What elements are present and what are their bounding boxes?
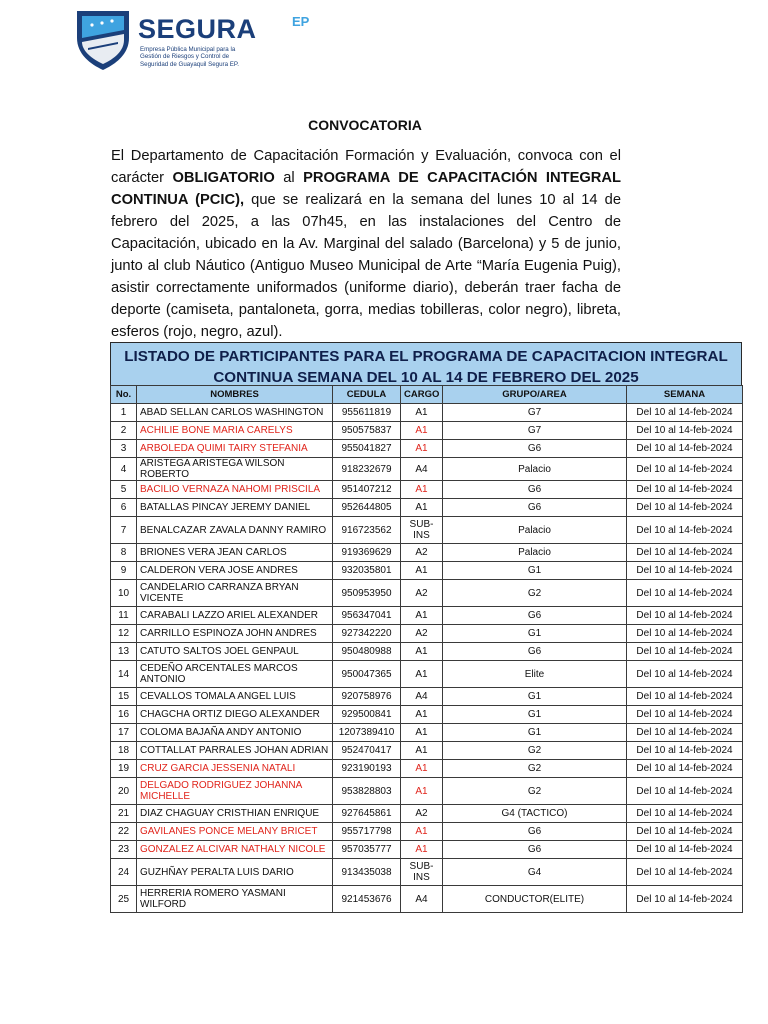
logo-subtitle-line: Seguridad de Guayaquil Segura EP. bbox=[140, 60, 239, 68]
participant-cargo: A1 bbox=[401, 778, 443, 805]
participant-name: ABAD SELLAN CARLOS WASHINGTON bbox=[137, 404, 333, 422]
row-number: 7 bbox=[111, 517, 137, 544]
table-row bbox=[111, 823, 743, 841]
participant-cargo: SUB-INS bbox=[401, 517, 443, 544]
shield-logo-icon bbox=[74, 8, 132, 72]
table-row bbox=[111, 706, 743, 724]
participant-name: ARBOLEDA QUIMI TAIRY STEFANIA bbox=[137, 440, 333, 458]
table-row bbox=[111, 661, 743, 688]
table-row bbox=[111, 544, 743, 562]
participant-semana: Del 10 al 14-feb-2024 bbox=[627, 404, 743, 422]
para-text-3: que se realizará en la semana del lunes 10 al 14 de febrero del 2025, a las 07h45, en las instalaciones del Centro de Capacitación, ubicado en la Av. Marginal del salado (Barcelona) y 5 de junio, junto al club Náutico (Antiguo Museo Municipal de Arte “María Eugenia Puig), asistir correctamente uniformados (uniforme diario), deberán traer facha de deporte (camiseta, pantaloneta, gorra, medias tobilleras, color negro), libreta, esferos (rojo, negro, azul). bbox=[111, 192, 621, 340]
participant-grupo: G6 bbox=[443, 440, 627, 458]
participant-cargo: A1 bbox=[401, 404, 443, 422]
table-title-line-1: LISTADO DE PARTICIPANTES PARA EL PROGRAMA DE CAPACITACION INTEGRAL bbox=[124, 348, 728, 365]
table-row bbox=[111, 607, 743, 625]
participant-cargo: A1 bbox=[401, 661, 443, 688]
row-number: 13 bbox=[111, 643, 137, 661]
participant-grupo: G1 bbox=[443, 706, 627, 724]
participant-cedula: 919369629 bbox=[333, 544, 401, 562]
participant-semana: Del 10 al 14-feb-2024 bbox=[627, 562, 743, 580]
participant-grupo: Palacio bbox=[443, 544, 627, 562]
participant-cargo: A1 bbox=[401, 499, 443, 517]
column-header-no: No. bbox=[111, 386, 137, 404]
para-text-1: El Departamento de Capacitación Formación y Evaluación, convoca con el carácter bbox=[111, 148, 621, 186]
participant-grupo: G1 bbox=[443, 625, 627, 643]
para-text-2: al bbox=[274, 170, 304, 186]
participant-name: HERRERIA ROMERO YASMANI WILFORD bbox=[137, 886, 333, 913]
participant-name: CHAGCHA ORTIZ DIEGO ALEXANDER bbox=[137, 706, 333, 724]
participant-name: BATALLAS PINCAY JEREMY DANIEL bbox=[137, 499, 333, 517]
participant-name: DELGADO RODRIGUEZ JOHANNA MICHELLE bbox=[137, 778, 333, 805]
participant-grupo: G6 bbox=[443, 499, 627, 517]
participant-cargo: A1 bbox=[401, 841, 443, 859]
table-row bbox=[111, 517, 743, 544]
participant-grupo: G6 bbox=[443, 823, 627, 841]
participant-cargo: A1 bbox=[401, 481, 443, 499]
row-number: 1 bbox=[111, 404, 137, 422]
announcement-paragraph bbox=[111, 145, 621, 343]
participant-semana: Del 10 al 14-feb-2024 bbox=[627, 760, 743, 778]
participant-grupo: G7 bbox=[443, 404, 627, 422]
row-number: 24 bbox=[111, 859, 137, 886]
participant-name: GUZHÑAY PERALTA LUIS DARIO bbox=[137, 859, 333, 886]
participant-cedula: 921453676 bbox=[333, 886, 401, 913]
participant-name: BENALCAZAR ZAVALA DANNY RAMIRO bbox=[137, 517, 333, 544]
logo-brand-suffix: EP bbox=[292, 14, 310, 29]
row-number: 8 bbox=[111, 544, 137, 562]
table-row bbox=[111, 458, 743, 481]
participant-cargo: A4 bbox=[401, 886, 443, 913]
participant-grupo: G2 bbox=[443, 778, 627, 805]
participant-cedula: 956347041 bbox=[333, 607, 401, 625]
participant-name: CRUZ GARCIA JESSENIA NATALI bbox=[137, 760, 333, 778]
participant-cedula: 913435038 bbox=[333, 859, 401, 886]
participant-cedula: 952470417 bbox=[333, 742, 401, 760]
participant-name: BRIONES VERA JEAN CARLOS bbox=[137, 544, 333, 562]
participant-cedula: 927645861 bbox=[333, 805, 401, 823]
participant-semana: Del 10 al 14-feb-2024 bbox=[627, 823, 743, 841]
participant-name: CATUTO SALTOS JOEL GENPAUL bbox=[137, 643, 333, 661]
participant-cargo: A1 bbox=[401, 643, 443, 661]
participant-cargo: A2 bbox=[401, 580, 443, 607]
row-number: 21 bbox=[111, 805, 137, 823]
participant-grupo: G6 bbox=[443, 841, 627, 859]
participant-semana: Del 10 al 14-feb-2024 bbox=[627, 886, 743, 913]
table-row bbox=[111, 859, 743, 886]
row-number: 12 bbox=[111, 625, 137, 643]
participant-cargo: A1 bbox=[401, 823, 443, 841]
participant-semana: Del 10 al 14-feb-2024 bbox=[627, 706, 743, 724]
row-number: 20 bbox=[111, 778, 137, 805]
participant-semana: Del 10 al 14-feb-2024 bbox=[627, 625, 743, 643]
column-header-semana: SEMANA bbox=[627, 386, 743, 404]
participant-name: COTTALLAT PARRALES JOHAN ADRIAN bbox=[137, 742, 333, 760]
participant-semana: Del 10 al 14-feb-2024 bbox=[627, 440, 743, 458]
participants-table bbox=[110, 385, 743, 913]
logo-brand-text: SEGURA bbox=[138, 14, 257, 44]
logo-subtitle-line: Empresa Pública Municipal para la bbox=[140, 46, 236, 53]
table-row bbox=[111, 580, 743, 607]
row-number: 2 bbox=[111, 422, 137, 440]
participant-cedula: 953828803 bbox=[333, 778, 401, 805]
participant-semana: Del 10 al 14-feb-2024 bbox=[627, 841, 743, 859]
participant-cedula: 950575837 bbox=[333, 422, 401, 440]
participant-name: BACILIO VERNAZA NAHOMI PRISCILA bbox=[137, 481, 333, 499]
participant-name: GAVILANES PONCE MELANY BRICET bbox=[137, 823, 333, 841]
participant-cargo: A1 bbox=[401, 440, 443, 458]
participant-cedula: 918232679 bbox=[333, 458, 401, 481]
participant-cargo: A1 bbox=[401, 724, 443, 742]
participant-grupo: G4 bbox=[443, 859, 627, 886]
participant-cedula: 951407212 bbox=[333, 481, 401, 499]
participant-semana: Del 10 al 14-feb-2024 bbox=[627, 688, 743, 706]
participant-semana: Del 10 al 14-feb-2024 bbox=[627, 422, 743, 440]
table-row bbox=[111, 481, 743, 499]
segura-ep-logo bbox=[74, 8, 310, 74]
participant-semana: Del 10 al 14-feb-2024 bbox=[627, 805, 743, 823]
participant-cedula: 955611819 bbox=[333, 404, 401, 422]
row-number: 4 bbox=[111, 458, 137, 481]
row-number: 5 bbox=[111, 481, 137, 499]
participant-semana: Del 10 al 14-feb-2024 bbox=[627, 517, 743, 544]
participant-grupo: G1 bbox=[443, 724, 627, 742]
row-number: 6 bbox=[111, 499, 137, 517]
participant-semana: Del 10 al 14-feb-2024 bbox=[627, 458, 743, 481]
table-row bbox=[111, 688, 743, 706]
participant-grupo: Elite bbox=[443, 661, 627, 688]
participant-cargo: A1 bbox=[401, 742, 443, 760]
participant-semana: Del 10 al 14-feb-2024 bbox=[627, 859, 743, 886]
row-number: 16 bbox=[111, 706, 137, 724]
participant-cargo: A1 bbox=[401, 607, 443, 625]
table-row bbox=[111, 499, 743, 517]
table-row bbox=[111, 886, 743, 913]
row-number: 9 bbox=[111, 562, 137, 580]
row-number: 14 bbox=[111, 661, 137, 688]
table-row bbox=[111, 724, 743, 742]
participant-cedula: 1207389410 bbox=[333, 724, 401, 742]
participant-cargo: A2 bbox=[401, 544, 443, 562]
participant-cedula: 916723562 bbox=[333, 517, 401, 544]
participant-cargo: A4 bbox=[401, 458, 443, 481]
participant-grupo: G6 bbox=[443, 643, 627, 661]
document-heading: CONVOCATORIA bbox=[308, 117, 422, 133]
participant-grupo: G6 bbox=[443, 607, 627, 625]
participant-semana: Del 10 al 14-feb-2024 bbox=[627, 724, 743, 742]
table-body bbox=[111, 404, 743, 913]
participant-cargo: A2 bbox=[401, 625, 443, 643]
column-header-cargo: CARGO bbox=[401, 386, 443, 404]
participant-name: CARRILLO ESPINOZA JOHN ANDRES bbox=[137, 625, 333, 643]
participant-cedula: 927342220 bbox=[333, 625, 401, 643]
participant-cedula: 950953950 bbox=[333, 580, 401, 607]
participant-grupo: Palacio bbox=[443, 517, 627, 544]
table-row bbox=[111, 778, 743, 805]
participant-semana: Del 10 al 14-feb-2024 bbox=[627, 778, 743, 805]
participant-grupo: Palacio bbox=[443, 458, 627, 481]
table-header-row bbox=[111, 386, 743, 404]
table-row bbox=[111, 440, 743, 458]
participant-name: CALDERON VERA JOSE ANDRES bbox=[137, 562, 333, 580]
participant-grupo: G1 bbox=[443, 562, 627, 580]
participant-cargo: A1 bbox=[401, 562, 443, 580]
participant-grupo: G2 bbox=[443, 742, 627, 760]
table-title bbox=[110, 342, 742, 385]
participant-grupo: G6 bbox=[443, 481, 627, 499]
participant-cargo: A4 bbox=[401, 688, 443, 706]
participant-semana: Del 10 al 14-feb-2024 bbox=[627, 661, 743, 688]
participant-cedula: 955041827 bbox=[333, 440, 401, 458]
participant-grupo: G1 bbox=[443, 688, 627, 706]
participant-grupo: G2 bbox=[443, 580, 627, 607]
participant-semana: Del 10 al 14-feb-2024 bbox=[627, 499, 743, 517]
row-number: 25 bbox=[111, 886, 137, 913]
row-number: 15 bbox=[111, 688, 137, 706]
participant-cedula: 929500841 bbox=[333, 706, 401, 724]
table-row bbox=[111, 404, 743, 422]
row-number: 23 bbox=[111, 841, 137, 859]
participant-grupo: G2 bbox=[443, 760, 627, 778]
participant-cedula: 920758976 bbox=[333, 688, 401, 706]
participant-grupo: G7 bbox=[443, 422, 627, 440]
participant-name: CEVALLOS TOMALA ANGEL LUIS bbox=[137, 688, 333, 706]
table-row bbox=[111, 625, 743, 643]
participant-cedula: 923190193 bbox=[333, 760, 401, 778]
participant-grupo: CONDUCTOR(ELITE) bbox=[443, 886, 627, 913]
participant-name: ACHILIE BONE MARIA CARELYS bbox=[137, 422, 333, 440]
table-row bbox=[111, 841, 743, 859]
logo-subtitle-line: Gestión de Riesgos y Control de bbox=[140, 53, 230, 61]
participant-cedula: 955717798 bbox=[333, 823, 401, 841]
row-number: 17 bbox=[111, 724, 137, 742]
participant-semana: Del 10 al 14-feb-2024 bbox=[627, 607, 743, 625]
row-number: 11 bbox=[111, 607, 137, 625]
participant-name: ARISTEGA ARISTEGA WILSON ROBERTO bbox=[137, 458, 333, 481]
participant-cedula: 957035777 bbox=[333, 841, 401, 859]
participant-name: COLOMA BAJAÑA ANDY ANTONIO bbox=[137, 724, 333, 742]
row-number: 22 bbox=[111, 823, 137, 841]
participant-semana: Del 10 al 14-feb-2024 bbox=[627, 544, 743, 562]
participant-grupo: G4 (TACTICO) bbox=[443, 805, 627, 823]
row-number: 10 bbox=[111, 580, 137, 607]
row-number: 18 bbox=[111, 742, 137, 760]
column-header-cedula: CEDULA bbox=[333, 386, 401, 404]
participant-cargo: A1 bbox=[401, 422, 443, 440]
para-bold-obligatorio: OBLIGATORIO bbox=[172, 170, 275, 186]
participant-cedula: 952644805 bbox=[333, 499, 401, 517]
table-row bbox=[111, 805, 743, 823]
table-row bbox=[111, 760, 743, 778]
participant-cargo: SUB-INS bbox=[401, 859, 443, 886]
participant-name: DIAZ CHAGUAY CRISTHIAN ENRIQUE bbox=[137, 805, 333, 823]
table-row bbox=[111, 742, 743, 760]
participant-name: CEDEÑO ARCENTALES MARCOS ANTONIO bbox=[137, 661, 333, 688]
logo-subtitle bbox=[140, 46, 290, 68]
participant-name: CARABALI LAZZO ARIEL ALEXANDER bbox=[137, 607, 333, 625]
participant-semana: Del 10 al 14-feb-2024 bbox=[627, 580, 743, 607]
participant-cargo: A1 bbox=[401, 706, 443, 724]
participant-semana: Del 10 al 14-feb-2024 bbox=[627, 643, 743, 661]
participant-cargo: A2 bbox=[401, 805, 443, 823]
table-row bbox=[111, 562, 743, 580]
column-header-nombres: NOMBRES bbox=[137, 386, 333, 404]
participant-cedula: 950480988 bbox=[333, 643, 401, 661]
para-bold-program: PROGRAMA DE CAPACITACIÓN INTEGRAL CONTINUA (PCIC), bbox=[111, 170, 621, 208]
column-header-grupo: GRUPO/AREA bbox=[443, 386, 627, 404]
row-number: 3 bbox=[111, 440, 137, 458]
participant-cargo: A1 bbox=[401, 760, 443, 778]
participant-name: GONZALEZ ALCIVAR NATHALY NICOLE bbox=[137, 841, 333, 859]
table-row bbox=[111, 643, 743, 661]
table-row bbox=[111, 422, 743, 440]
table-title-line-2: CONTINUA SEMANA DEL 10 AL 14 DE FEBRERO DEL 2025 bbox=[213, 369, 639, 386]
participants-table-container bbox=[110, 342, 742, 913]
participant-cedula: 950047365 bbox=[333, 661, 401, 688]
participant-name: CANDELARIO CARRANZA BRYAN VICENTE bbox=[137, 580, 333, 607]
participant-semana: Del 10 al 14-feb-2024 bbox=[627, 742, 743, 760]
participant-semana: Del 10 al 14-feb-2024 bbox=[627, 481, 743, 499]
participant-cedula: 932035801 bbox=[333, 562, 401, 580]
row-number: 19 bbox=[111, 760, 137, 778]
